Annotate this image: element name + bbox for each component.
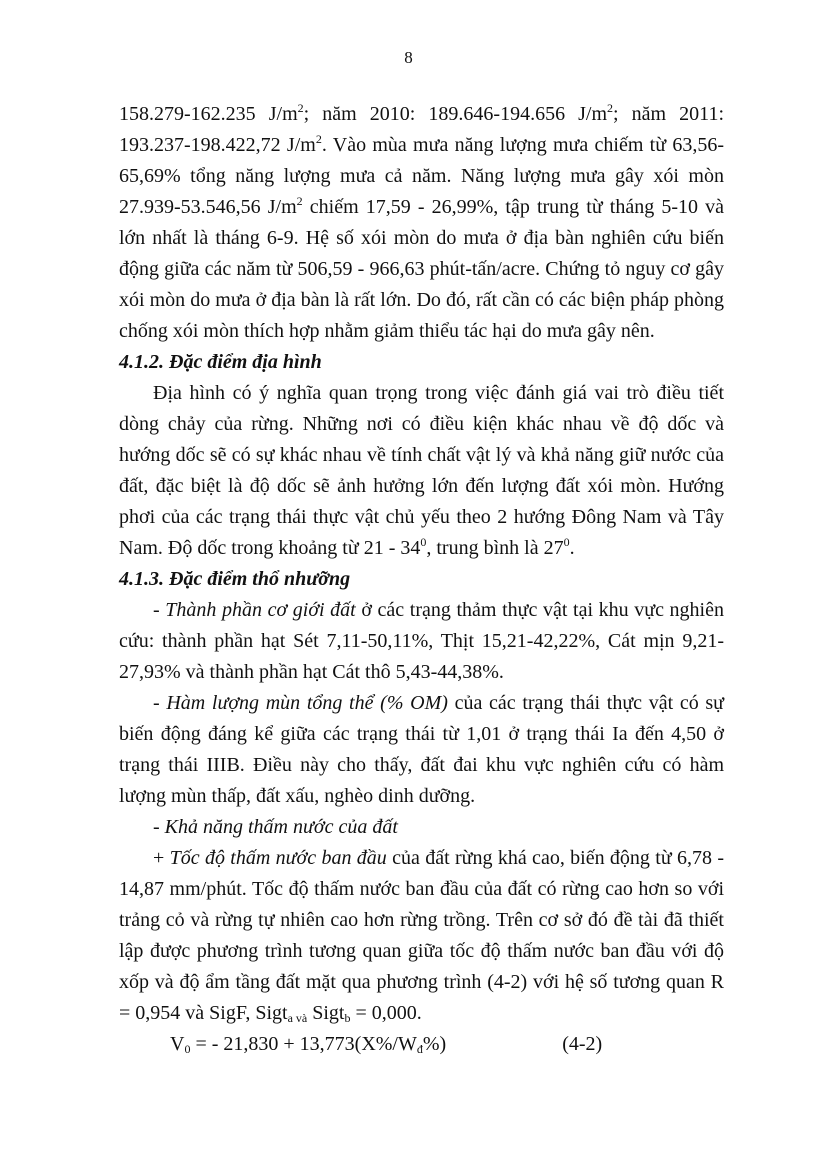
- equation-tail: %): [422, 1033, 447, 1055]
- infiltration-subheading: [119, 812, 724, 843]
- section-heading-terrain: 4.1.2. Đặc điểm địa hình: [119, 351, 322, 373]
- soil-texture-paragraph: [119, 595, 724, 688]
- infiltration-rate-term: Tốc độ thấm nước ban đầu: [169, 847, 387, 869]
- equation-number: (4-2): [562, 1033, 603, 1055]
- equation-v: V: [170, 1033, 185, 1055]
- superscript: 0: [563, 535, 570, 549]
- infiltration-rate-paragraph: [119, 843, 724, 1029]
- terrain-paragraph: [119, 378, 724, 564]
- infiltration-term: - Khả năng thấm nước của đất: [153, 816, 398, 838]
- humus-paragraph: [119, 688, 724, 812]
- page-number: 8: [404, 48, 413, 67]
- infiltration-rate-end: = 0,000.: [350, 1002, 422, 1024]
- terrain-text: Địa hình có ý nghĩa quan trọng trong việc đánh giá vai trò điều tiết dòng chảy của rừng. Những nơi có điều kiện khác nhau về độ dốc và hướng dốc sẽ có sự khác nhau về tính chất vật lý và khả năng giữ nước của đất, đặc biệt là độ dốc sẽ ảnh hưởng lớn đến lượng đất xói mòn. Hướng phơi của các trạng thái thực vật chủ yếu theo 2 hướng Đông Nam và Tây Nam. Độ dốc trong khoảng từ 21 - 34: [119, 382, 724, 559]
- bullet-dash: -: [153, 692, 167, 714]
- rain-text-4: . Vào mùa mưa năng lượng mưa chiếm từ 63,56-65,69% tổng năng lượng mưa cả năm. Năng lượng mưa gây xói mòn 27.939-53.546,56 J/m: [119, 134, 725, 218]
- infiltration-rate-mid: Sigt: [307, 1002, 345, 1024]
- subscript: a và: [287, 1011, 308, 1025]
- bullet-plus: +: [153, 847, 170, 869]
- subscript: đ: [416, 1042, 423, 1056]
- document-body: [119, 99, 724, 1060]
- rain-text-3: ; năm 2011: 193.237-198.422,72 J/m: [119, 103, 724, 156]
- superscript: 2: [315, 132, 322, 146]
- terrain-text-mid: , trung bình là 27: [426, 537, 564, 559]
- humus-term: Hàm lượng mùn tổng thể (% OM): [166, 692, 448, 714]
- rain-paragraph: [119, 99, 724, 347]
- bullet-dash: -: [153, 599, 166, 621]
- soil-texture-term: Thành phần cơ giới đất: [165, 599, 356, 621]
- subscript: 0: [184, 1042, 191, 1056]
- superscript: 2: [297, 101, 304, 115]
- superscript: 2: [607, 101, 614, 115]
- humus-text: của các trạng thái thực vật có sự biến động đáng kể giữa các trạng thái từ 1,01 ở trạng thái Ia đến 4,50 ở trạng thái IIIB. Điều này cho thấy, đất đai khu vực nghiên cứu có hàm lượng mùn thấp, đất xấu, nghèo dinh dưỡng.: [119, 692, 724, 807]
- superscript: 0: [420, 535, 427, 549]
- section-heading-soil: 4.1.3. Đặc điểm thổ nhưỡng: [119, 568, 351, 590]
- rain-text-1: 158.279-162.235 J/m: [119, 103, 298, 125]
- rain-text-2: ; năm 2010: 189.646-194.656 J/m: [303, 103, 608, 125]
- rain-text-5: chiếm 17,59 - 26,99%, tập trung từ tháng 5-10 và lớn nhất là tháng 6-9. Hệ số xói mòn do mưa ở địa bàn nghiên cứu biến động giữa các năm từ 506,59 - 966,63 phút-tấn/acre. Chứng tỏ nguy cơ gây xói mòn do mưa ở địa bàn là rất lớn. Do đó, rất cần có các biện pháp phòng chống xói mòn thích hợp nhằm giảm thiểu tác hại do mưa gây nên.: [119, 196, 724, 342]
- soil-texture-text: ở các trạng thảm thực vật tại khu vực nghiên cứu: thành phần hạt Sét 7,11-50,11%, Thịt 15,21-42,22%, Cát mịn 9,21-27,93% và thành phần hạt Cát thô 5,43-44,38%.: [119, 599, 724, 683]
- superscript: 2: [296, 194, 303, 208]
- subscript: b: [344, 1011, 351, 1025]
- equation-4-2: [119, 1029, 724, 1060]
- terrain-text-end: .: [569, 537, 575, 559]
- equation-body: = - 21,830 + 13,773(X%/W: [190, 1033, 417, 1055]
- infiltration-rate-text: của đất rừng khá cao, biến động từ 6,78 - 14,87 mm/phút. Tốc độ thấm nước ban đầu của đất có rừng cao hơn so với trảng cỏ và rừng tự nhiên cao hơn rừng trồng. Trên cơ sở đó đề tài đã thiết lập được phương trình tương quan giữa tốc độ thấm nước ban đầu với độ xốp và độ ẩm tầng đất mặt qua phương trình (4-2) với hệ số tương quan R = 0,954 và SigF, Sigt: [119, 847, 725, 1024]
